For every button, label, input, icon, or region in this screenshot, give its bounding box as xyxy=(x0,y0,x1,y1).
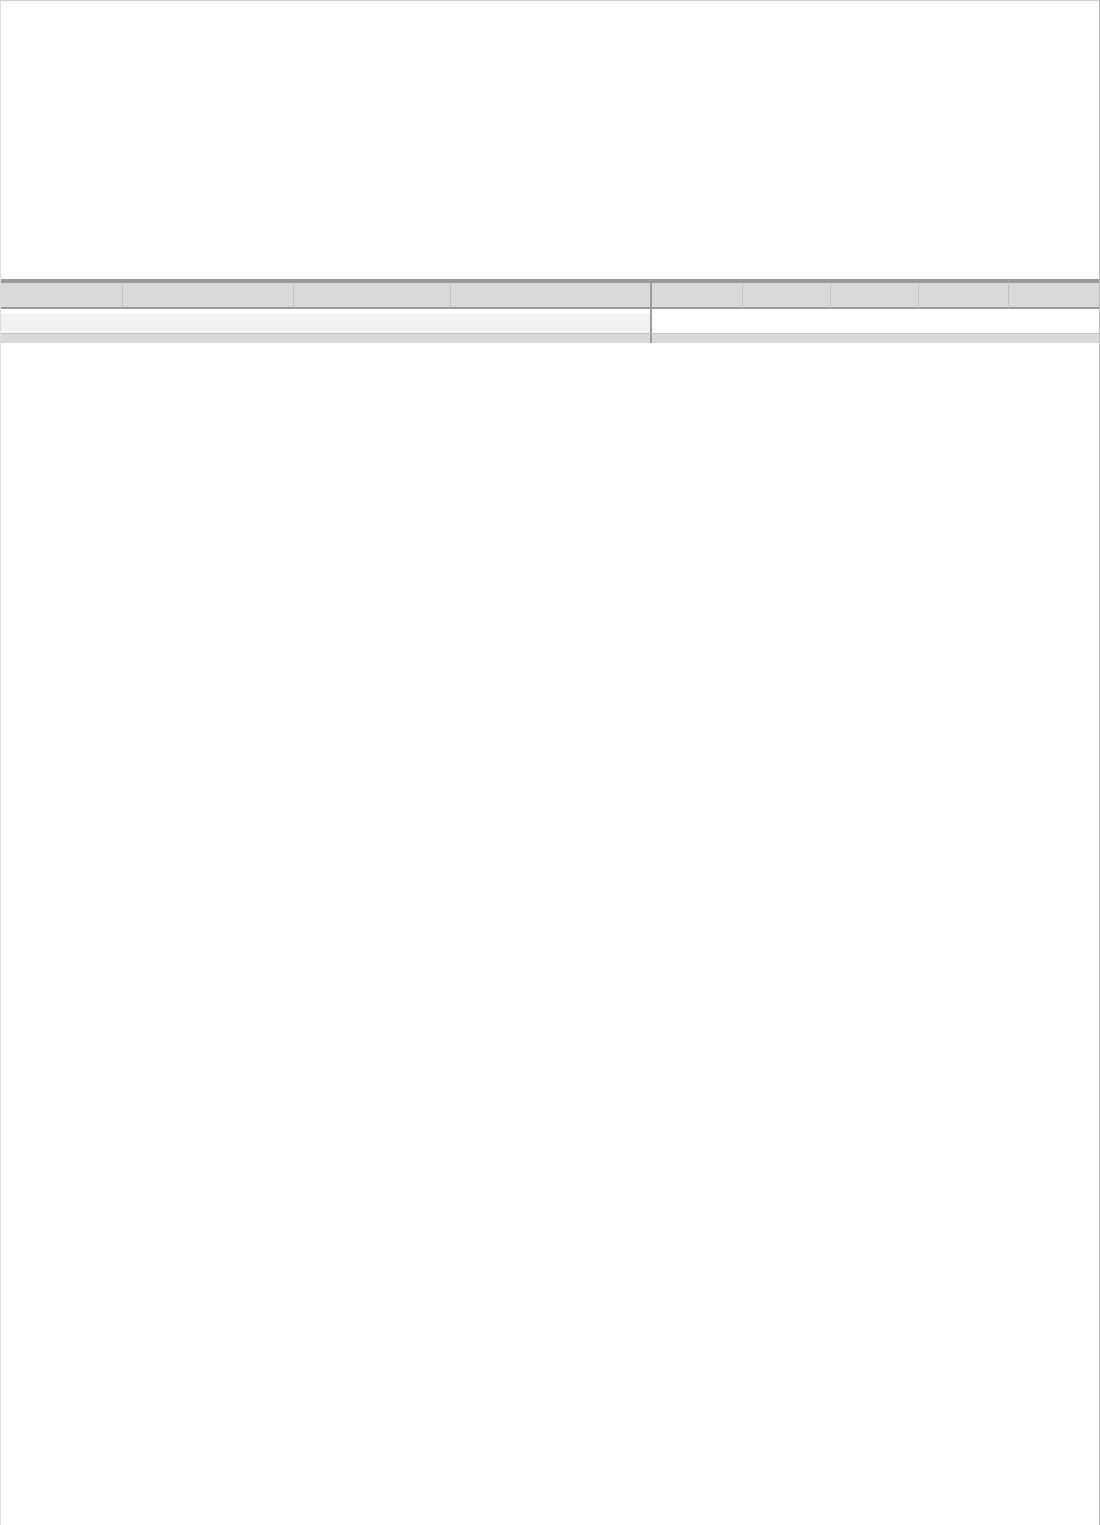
asa-summary-section xyxy=(1,1,1099,281)
cell[interactable] xyxy=(919,281,1009,309)
cell[interactable] xyxy=(652,314,1099,333)
week-header-3[interactable] xyxy=(831,281,919,309)
week-header-1[interactable] xyxy=(652,281,743,309)
network-data-header-row xyxy=(1,314,1099,334)
cell[interactable] xyxy=(294,281,451,309)
bottom-row xyxy=(1,334,1099,343)
cell[interactable] xyxy=(1,281,123,309)
week-header-2[interactable] xyxy=(743,281,831,309)
cell[interactable] xyxy=(123,281,294,309)
cell[interactable] xyxy=(1009,281,1100,309)
network-data-header[interactable] xyxy=(1,314,652,333)
cw-week-row xyxy=(1,281,1099,309)
cw-week-label[interactable] xyxy=(451,281,652,309)
